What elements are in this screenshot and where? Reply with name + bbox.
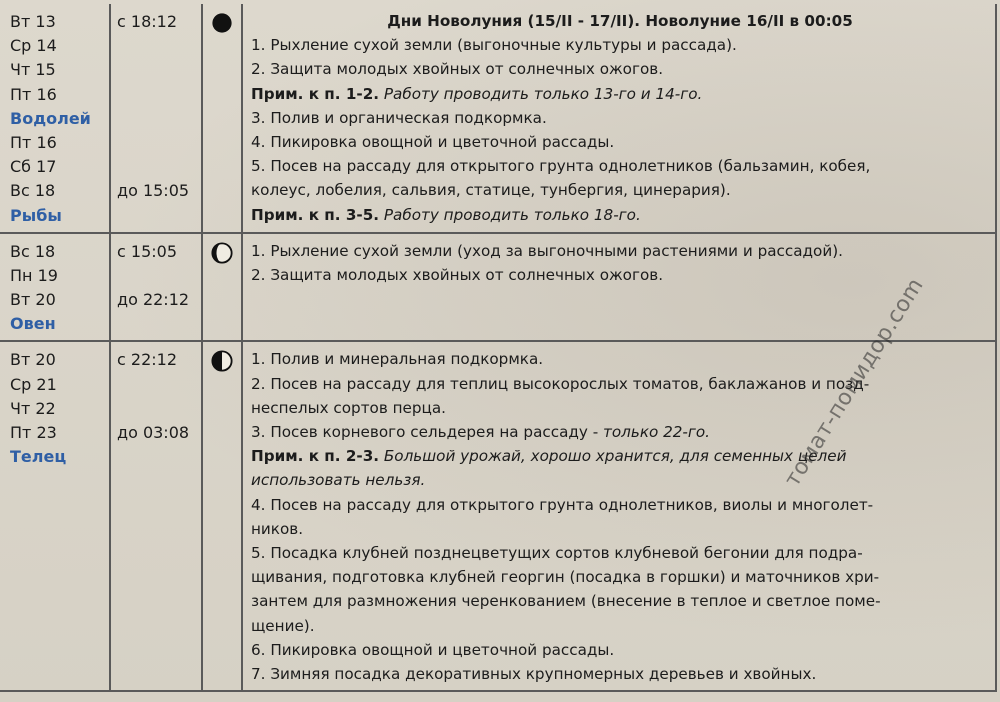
note-label: Прим. к п. 2-3. — [251, 447, 380, 466]
moon-time — [117, 58, 195, 82]
task-line — [251, 662, 989, 686]
task-line — [251, 541, 989, 565]
note-label: Прим. к п. 3-5. — [251, 205, 380, 224]
task-text: 4. Посев на рассаду для открытого грунта однолетников, виолы и многолет- — [251, 495, 874, 514]
moon-time — [117, 373, 195, 397]
task-text: зантем для размножения черенкованием (внесение в теплое и светлое поме- — [251, 592, 881, 611]
task-line — [251, 263, 989, 287]
moon-time: с 18:12 — [117, 12, 177, 31]
note-text: только 22-го. — [603, 423, 711, 442]
moon-time — [117, 107, 195, 131]
first-quarter-moon-icon — [211, 350, 233, 372]
moon-time: с 15:05 — [117, 241, 177, 261]
task-text: 2. Защита молодых хвойных от солнечных ожогов. — [251, 265, 664, 284]
note-text: использовать нельзя. — [251, 471, 426, 490]
task-text: 1. Рыхление сухой земли (выгоночные культуры и рассада). — [251, 36, 737, 55]
task-line — [251, 57, 989, 81]
day-label: Пт 23 — [10, 423, 57, 442]
waxing-crescent-moon-icon — [211, 242, 233, 264]
task-line — [251, 239, 989, 263]
moon-phase-cell — [202, 4, 242, 233]
moon-phase-cell — [202, 233, 242, 342]
note-text: Работу проводить только 13-го и 14-го. — [383, 84, 703, 103]
task-line — [251, 178, 989, 202]
task-line — [251, 638, 989, 662]
zodiac-sign: Телец — [10, 447, 67, 467]
calendar-row — [0, 4, 996, 233]
moon-time — [117, 445, 195, 469]
day-label: Чт 15 — [10, 60, 56, 80]
day-label: Вс 18 — [10, 241, 56, 261]
task-line — [251, 493, 989, 517]
moon-time: до 03:08 — [117, 423, 190, 442]
task-line — [251, 203, 989, 227]
task-text: колеус, лобелия, сальвия, статице, тунбергия, цинерария). — [251, 181, 731, 200]
task-line — [251, 33, 989, 57]
task-text: 1. Рыхление сухой земли (уход за выгоночными растениями и рассадой). — [251, 241, 843, 260]
moon-time: до 22:12 — [117, 290, 190, 310]
day-label: Сб 17 — [10, 157, 57, 177]
moon-time: с 22:12 — [117, 350, 177, 370]
zodiac-sign: Водолей — [10, 108, 91, 128]
task-line — [251, 444, 989, 468]
days-cell — [0, 233, 110, 342]
task-text: 1. Полив и минеральная подкормка. — [251, 350, 544, 369]
day-label: Вт 20 — [10, 290, 56, 310]
lunar-calendar-table — [0, 4, 997, 692]
day-label: Пт 16 — [10, 84, 57, 104]
task-line — [251, 420, 989, 444]
task-line — [251, 347, 989, 371]
task-line — [251, 517, 989, 541]
task-text: 5. Посев на рассаду для открытого грунта однолетников (бальзамин, кобея, — [251, 157, 871, 176]
moon-phase-cell — [202, 341, 242, 691]
task-text: 3. Посев корневого сельдерея на рассаду - — [251, 423, 604, 442]
task-line — [251, 614, 989, 638]
task-text: ников. — [251, 519, 304, 538]
task-text: 7. Зимняя посадка декоративных крупномерных деревьев и хвойных. — [251, 665, 817, 684]
task-text: щение). — [251, 616, 315, 635]
moon-time — [117, 131, 195, 155]
task-text: 5. Посадка клубней позднецветущих сортов клубневой бегонии для подра- — [251, 544, 863, 563]
time-cell — [110, 4, 202, 233]
task-text: 3. Полив и органическая подкормка. — [251, 108, 547, 127]
day-label: Пт 16 — [10, 132, 57, 152]
day-label: Вс 18 — [10, 181, 56, 201]
new-moon-heading: Дни Новолуния (15/II - 17/II). Новолуние 16/II в 00:05 — [387, 12, 853, 30]
time-cell — [110, 233, 202, 342]
task-line — [251, 106, 989, 130]
task-text: 2. Защита молодых хвойных от солнечных ожогов. — [251, 60, 664, 79]
moon-time — [117, 34, 195, 58]
task-text: неспелых сортов перца. — [251, 398, 446, 417]
day-label: Ср 21 — [10, 374, 57, 394]
task-line — [251, 82, 989, 106]
moon-time: до 15:05 — [117, 181, 190, 201]
calendar-row — [0, 233, 996, 342]
watermark-text: томат-помидор.com — [780, 273, 929, 492]
task-line — [251, 372, 989, 396]
note-text: Работу проводить только 18-го. — [383, 205, 641, 224]
moon-time — [117, 155, 195, 179]
task-line — [251, 154, 989, 178]
day-label: Чт 22 — [10, 398, 56, 418]
moon-time — [117, 397, 195, 421]
note-text: Большой урожай, хорошо хранится, для семенных целей — [383, 447, 847, 466]
tasks-cell — [242, 233, 996, 342]
zodiac-sign: Рыбы — [10, 205, 62, 225]
time-cell — [110, 341, 202, 691]
zodiac-sign: Овен — [10, 314, 56, 334]
moon-time — [117, 264, 195, 288]
days-cell — [0, 341, 110, 691]
task-line — [251, 287, 989, 311]
task-text: 4. Пикировка овощной и цветочной рассады. — [251, 133, 615, 152]
new-moon-icon — [211, 12, 233, 34]
tasks-cell — [242, 341, 996, 691]
task-line — [251, 396, 989, 420]
task-text: 6. Пикировка овощной и цветочной рассады. — [251, 640, 615, 659]
task-line — [251, 565, 989, 589]
moon-time — [117, 312, 195, 336]
moon-time — [117, 204, 195, 228]
task-text: щивания, подготовка клубней георгин (посадка в горшки) и маточников хри- — [251, 568, 880, 587]
moon-time — [117, 83, 195, 107]
task-text: 2. Посев на рассаду для теплиц высокорослых томатов, баклажанов и позд- — [251, 374, 870, 393]
task-line — [251, 311, 989, 335]
task-line — [251, 589, 989, 613]
day-label: Вт 20 — [10, 350, 56, 370]
tasks-cell — [242, 4, 996, 233]
calendar-body — [0, 4, 996, 691]
note-label: Прим. к п. 1-2. — [251, 84, 380, 103]
task-line — [251, 468, 989, 492]
day-label: Вт 13 — [10, 12, 56, 31]
day-label: Пн 19 — [10, 265, 58, 285]
calendar-row — [0, 341, 996, 691]
day-label: Ср 14 — [10, 36, 57, 56]
task-line — [251, 130, 989, 154]
days-cell — [0, 4, 110, 233]
